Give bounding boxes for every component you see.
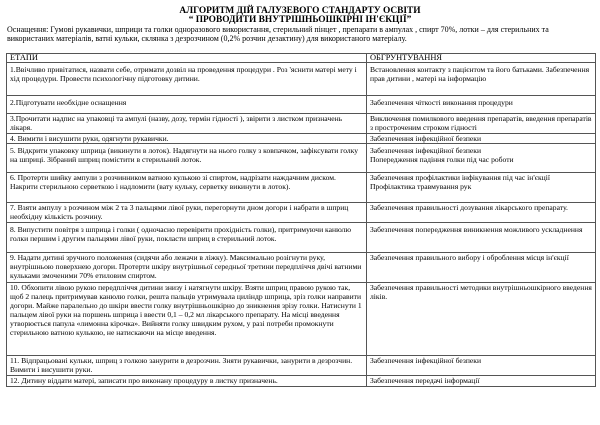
- table-row: [7, 253, 596, 283]
- table-row: [7, 203, 596, 223]
- reason-cell: Забезпечення правильного вибору і оброблення місця ін'єкції: [367, 253, 596, 283]
- step-cell: 1.Ввічливо привітатися, назвати себе, отримати дозвіл на проведення процедури . Роз 'яснити матері мету і хід процедури. Провести психологічну підготовку дитини.: [7, 63, 367, 96]
- table-row: [7, 114, 596, 134]
- table-row: [7, 356, 596, 376]
- reason-cell: Забезпечення інфекційної безпеки: [367, 134, 596, 144]
- reason-cell: Забезпечення чіткості виконання процедури: [367, 96, 596, 114]
- step-cell: 9. Надати дитині зручного положення (сидячи або лежачи в ліжку). Максимально розігнути руку, внутрішньою поверхнею догори. Протерти шкіру внутрішньої середньої третини передпліччя двічі ватними кульками змоченими 70% етиловим спиртом.: [7, 253, 367, 283]
- table-row: [7, 144, 596, 173]
- step-cell: 3.Прочитати надпис на упаковці та ампулі (назву, дозу, термін гідності ), звірити з листком призначень лікаря.: [7, 114, 367, 134]
- document-title-line2: “ ПРОВОДИТИ ВНУТРІШНЬОШКІРНІ ІН'ЄКЦІЇ”: [188, 15, 412, 25]
- step-cell: 6. Протерти шийку ампули з розчинником ватною кулькою зі спиртом, надрізати наждачним диском. Накрити стерильною серветкою і надломити (вату кульку, серветку викинути в лоток).: [7, 173, 367, 203]
- table-row: [7, 96, 596, 114]
- table-row: [7, 173, 596, 203]
- reason-cell: Забезпечення інфекційної безпеки Попередження падіння голки під час роботи: [367, 144, 596, 173]
- step-cell: 4. Вимити і висушити руки, одягнути рукавички.: [7, 134, 367, 144]
- header-stages: ЕТАПИ: [7, 54, 367, 63]
- reason-cell: Забезпечення правильності дозування лікарського препарату.: [367, 203, 596, 223]
- reason-cell: Виключення помилкового введення препаратів, введення препаратів з простроченим строком гідності: [367, 114, 596, 134]
- table-row: [7, 283, 596, 356]
- reason-cell: Забезпечення попередження виникнення можливого ускладнення: [367, 223, 596, 253]
- step-cell: 7. Взяти ампулу з розчином між 2 та 3 пальцями лівої руки, перегорнути дном догори і набрати в шприц необхідну кількість розчину.: [7, 203, 367, 223]
- step-cell: 12. Дитину віддати матері, записати про виконану процедуру в листку призначень.: [7, 376, 367, 387]
- table-header-row: [7, 54, 596, 63]
- step-cell: 2.Підготувати необхідне оснащення: [7, 96, 367, 114]
- equipment-paragraph: Оснащення: Гумові рукавички, шприци та голки одноразового використання, стерильний пінцет , препарати в ампулах , спирт 70%, лотки – для стерильних та використаних матеріалів, ватні кульки, склянка з дезрозчином (0,2% розчин дезактину) для використаного матеріалу.: [7, 24, 549, 43]
- reason-cell: Встановлення контакту з пацієнтом та його батьками. Забезпечення прав дитини , матері на інформацію: [367, 63, 596, 96]
- reason-cell: Забезпечення передачі інформації: [367, 376, 596, 387]
- table-row: [7, 376, 596, 387]
- step-cell: 5. Відкрити упаковку шприца (викинути в лоток). Надягнути на нього голку з ковпачком, зафіксувати голку на шприці. Зібраний шприц помістити в стерильний лоток.: [7, 144, 367, 173]
- reason-cell: Забезпечення інфекційної безпеки: [367, 356, 596, 376]
- step-cell: 11. Відпрацьовані кульки, шприц з голкою занурити в дезрозчин. Зняти рукавички, занурити в дезрозчин. Вимити і висушити руки.: [7, 356, 367, 376]
- table-row: [7, 134, 596, 144]
- header-justification: ОБГРУНТУВАННЯ: [367, 54, 596, 63]
- algorithm-table: [6, 53, 596, 387]
- table-row: [7, 63, 596, 96]
- document-title-line1: АЛГОРИТМ ДІЙ ГАЛУЗЕВОГО СТАНДАРТУ ОСВІТИ: [179, 6, 421, 16]
- step-cell: 8. Випустити повітря з шприца і голки ( одночасно перевірити прохідність голки), притримуючи канюлю голки першим і другим пальцями лівої руки, покласти шприц в стерильний лоток.: [7, 223, 367, 253]
- reason-cell: Забезпечення правильності методики внутрішньошкірного введення ліків.: [367, 283, 596, 356]
- step-cell: 10. Обхопити лівою рукою передпліччя дитини знизу і натягнути шкіру. Взяти шприц правою рукою так, щоб 2 палець притримував канюлю голки, решта пальців утримувала циліндр шприца, зріз голки направити догори. Майже паралельно до шкіри ввести голку внутрішньошкірно до зникнення зрізу голки. Натиснути 1 пальцем лівої руки на поршень шприца і ввести 0,1 – 0,2 мл лікарського препарату. На місці введення утворюється папула «лимонна кірочка». Вийняти голку швидким рухом, у разі потреби промокнути стерильною ватною кулькою, не натискаючи на місце введення.: [7, 283, 367, 356]
- table-row: [7, 223, 596, 253]
- reason-cell: Забезпечення профілактики інфікування під час ін'єкції Профілактика травмування рук: [367, 173, 596, 203]
